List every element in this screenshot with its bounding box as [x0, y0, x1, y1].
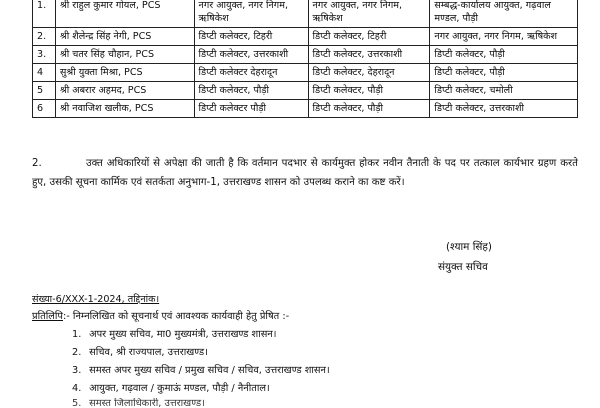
table-row — [33, 46, 578, 64]
table-cell-officer-name: श्री शैलेन्द्र सिंह नेगी, PCS — [55, 28, 194, 46]
paragraph-text: उक्त अधिकारियों से अपेक्षा की जाती है कि वर्तमान पदभार से कार्यमुक्त होकर नवीन तैनाती के पद पर तत्काल कार्यभार ग्रहण करते हुए, उसकी सूचना कार्मिक एवं सतर्कता अनुभाग-1, उत्तराखण्ड शासन को उपलब्ध कराने का कष्ट करें। — [32, 158, 578, 188]
table-cell-current-post: डिप्टी कलेक्टर, पौड़ी — [194, 82, 308, 100]
table-cell-sn: 5 — [33, 82, 56, 100]
table-cell-proposed-post: डिप्टी कलेक्टर, पौड़ी — [308, 100, 430, 118]
table-cell-officer-name: श्री राहुल कुमार गोयल, PCS — [55, 0, 194, 28]
table-cell-proposed-post: नगर आयुक्त, नगर निगम, ऋषिकेश — [308, 0, 430, 28]
table-cell-proposed-post: डिप्टी कलेक्टर, पौड़ी — [308, 82, 430, 100]
signatory-name: (श्याम सिंह) — [446, 241, 492, 253]
list-item-number: 5. — [72, 398, 82, 408]
list-item-text: समस्त अपर मुख्य सचिव / प्रमुख सचिव / सचिव, उत्तराखण्ड शासन। — [89, 365, 330, 376]
list-item-number: 2. — [72, 347, 82, 358]
paragraph-number: 2. — [32, 158, 42, 169]
table-cell-proposed-post: डिप्टी कलेक्टर, उत्तरकाशी — [308, 46, 430, 64]
table-cell-sn: 6 — [33, 100, 56, 118]
list-item-number: 4. — [72, 383, 82, 394]
list-item-text: आयुक्त, गढ़वाल / कुमाऊं मण्डल, पौड़ी / नैनीताल। — [89, 383, 270, 394]
table-row — [33, 28, 578, 46]
table-cell-sn: 1. — [33, 0, 56, 28]
copy-intro: :- निम्नलिखित को सूचनार्थ एवं आवश्यक कार्यवाही हेतु प्रेषित :- — [62, 311, 290, 322]
table-cell-new-posting: नगर आयुक्त, नगर निगम, ऋषिकेश — [430, 28, 578, 46]
signatory-designation: संयुक्त सचिव — [438, 261, 488, 273]
transfer-table — [32, 0, 578, 118]
table-row — [33, 100, 578, 118]
table-cell-new-posting: डिप्टी कलेक्टर, उत्तरकाशी — [430, 100, 578, 118]
table-cell-current-post: डिप्टी कलेक्टर देहरादून — [194, 64, 308, 82]
table-cell-new-posting: डिप्टी कलेक्टर, पौड़ी — [430, 64, 578, 82]
instruction-paragraph — [32, 154, 578, 192]
table-cell-officer-name: श्री नवाजिश खलीक, PCS — [55, 100, 194, 118]
table-cell-new-posting: डिप्टी कलेक्टर, पौड़ी — [430, 46, 578, 64]
table-cell-sn: 3. — [33, 46, 56, 64]
table-row — [33, 82, 578, 100]
copy-label: प्रतिलिपि — [32, 311, 63, 322]
table-cell-current-post: डिप्टी कलेक्टर पौड़ी — [194, 100, 308, 118]
table-cell-current-post: डिप्टी कलेक्टर, उत्तरकाशी — [194, 46, 308, 64]
table-cell-current-post: डिप्टी कलेक्टर, टिहरी — [194, 28, 308, 46]
copy-recipient-list — [72, 326, 330, 408]
table-cell-proposed-post: डिप्टी कलेक्टर, देहरादून — [308, 64, 430, 82]
list-item — [72, 326, 330, 344]
table-cell-proposed-post: डिप्टी कलेक्टर, टिहरी — [308, 28, 430, 46]
table-cell-officer-name: श्री चतर सिंह चौहान, PCS — [55, 46, 194, 64]
list-item — [72, 344, 330, 362]
table-cell-new-posting: डिप्टी कलेक्टर, चमोली — [430, 82, 578, 100]
list-item-number: 1. — [72, 329, 82, 340]
table-cell-officer-name: श्री अबरार अहमद, PCS — [55, 82, 194, 100]
reference-number: संख्या-6/XXX-1-2024, तद्दिनांक। — [32, 294, 160, 305]
table-row — [33, 0, 578, 28]
table-cell-sn: 4 — [33, 64, 56, 82]
table-row — [33, 64, 578, 82]
table-cell-new-posting: सम्बद्ध-कार्यालय आयुक्त, गढ़वाल मण्डल, पौड़ी — [430, 0, 578, 28]
table-cell-current-post: नगर आयुक्त, नगर निगम, ऋषिकेश — [194, 0, 308, 28]
copy-to-heading — [32, 309, 289, 322]
list-item-text: समस्त जिलाधिकारी, उत्तराखण्ड। — [89, 398, 205, 408]
list-item-text: सचिव, श्री राज्यपाल, उत्तराखण्ड। — [89, 347, 208, 358]
table-cell-sn: 2. — [33, 28, 56, 46]
list-item — [72, 362, 330, 380]
list-item — [72, 380, 330, 398]
list-item-number: 3. — [72, 365, 82, 376]
list-item-text: अपर मुख्य सचिव, मा0 मुख्यमंत्री, उत्तराखण्ड शासन। — [89, 329, 277, 340]
table-cell-officer-name: सुश्री युक्ता मिश्रा, PCS — [55, 64, 194, 82]
